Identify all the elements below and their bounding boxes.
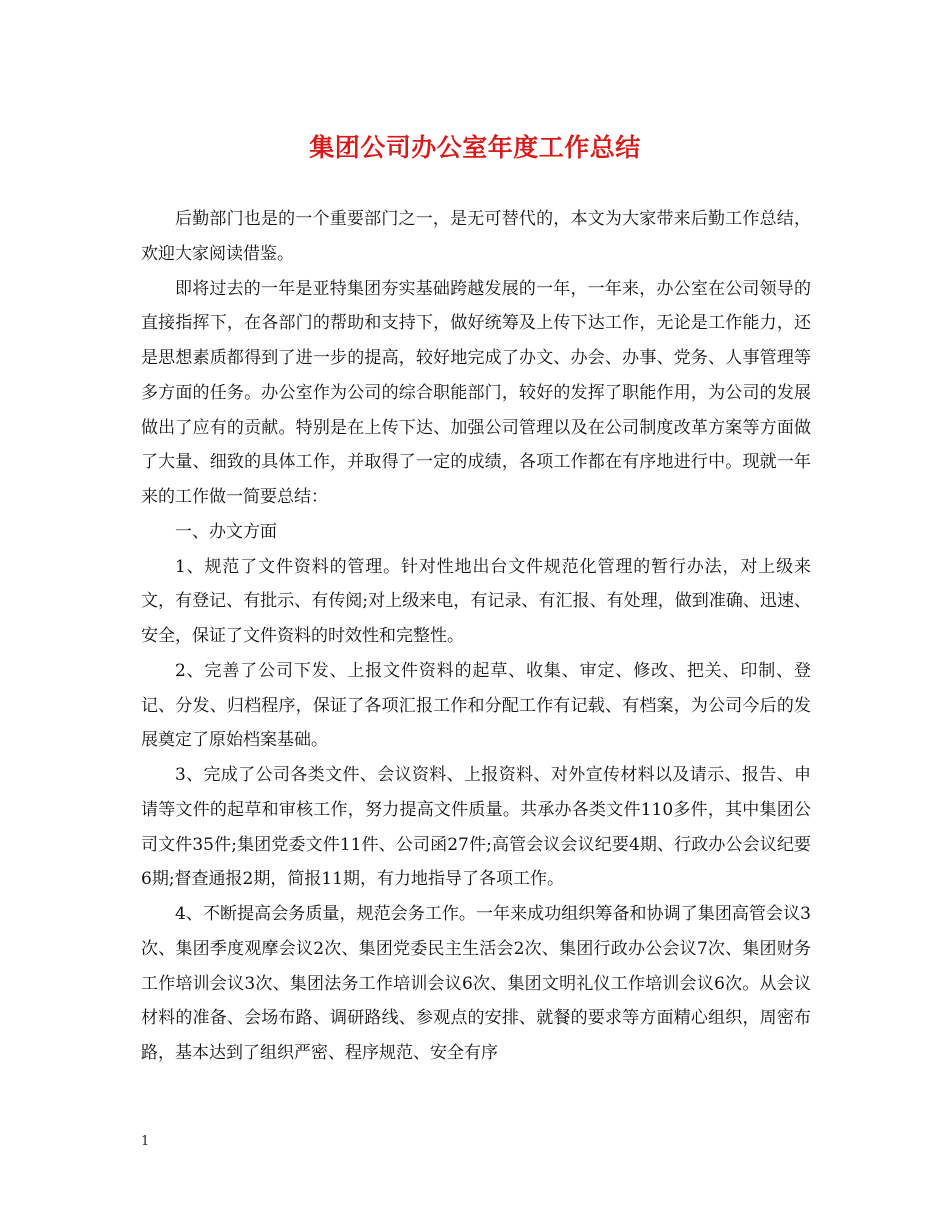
section-heading-document-work: 一、办文方面 <box>175 521 277 542</box>
document-title: 集团公司办公室年度工作总结 <box>309 133 641 162</box>
page-number: 1 <box>141 1134 150 1149</box>
paragraph-item-3: 3、完成了公司各类文件、会议资料、上报资料、对外宣传材料以及请示、报告、申请等文件的起草和审核工作，努力提高文件质量。共承办各类文件110多件，其中集团公司文件35件;集团党委文件11件、公司函27件;高管会议会议纪要4期、行政办公会议纪要6期;督查通报2期，简报11期，有力地指导了各项工作。 <box>141 765 811 890</box>
paragraph-item-1: 1、规范了文件资料的管理。针对性地出台文件规范化管理的暂行办法，对上级来文，有登记、有批示、有传阅;对上级来电，有记录、有汇报、有处理，做到准确、迅速、安全，保证了文件资料的时效性和完整性。 <box>141 556 811 646</box>
document-body <box>141 202 811 1071</box>
paragraph-overview: 即将过去的一年是亚特集团夯实基础跨越发展的一年，一年来，办公室在公司领导的直接指挥下，在各部门的帮助和支持下，做好统筹及上传下达工作，无论是工作能力，还是思想素质都得到了进一步的提高，较好地完成了办文、办会、办事、党务、人事管理等多方面的任务。办公室作为公司的综合职能部门，较好的发挥了职能作用，为公司的发展做出了应有的贡献。特别是在上传下达、加强公司管理以及在公司制度改革方案等方面做了大量、细致的具体工作，并取得了一定的成绩，各项工作都在有序地进行中。现就一年来的工作做一简要总结： <box>141 278 811 507</box>
paragraph-item-4: 4、不断提高会务质量，规范会务工作。一年来成功组织筹备和协调了集团高管会议3次、集团季度观摩会议2次、集团党委民主生活会2次、集团行政办公会议7次、集团财务工作培训会议3次、集团法务工作培训会议6次、集团文明礼仪工作培训会议6次。从会议材料的准备、会场布路、调研路线、参观点的安排、就餐的要求等方面精心组织，周密布路，基本达到了组织严密、程序规范、安全有序 <box>141 904 811 1063</box>
paragraph-intro: 后勤部门也是的一个重要部门之一，是无可替代的，本文为大家带来后勤工作总结，欢迎大家阅读借鉴。 <box>141 209 811 264</box>
paragraph-item-2: 2、完善了公司下发、上报文件资料的起草、收集、审定、修改、把关、印制、登记、分发、归档程序，保证了各项汇报工作和分配工作有记载、有档案，为公司今后的发展奠定了原始档案基础。 <box>141 660 811 751</box>
